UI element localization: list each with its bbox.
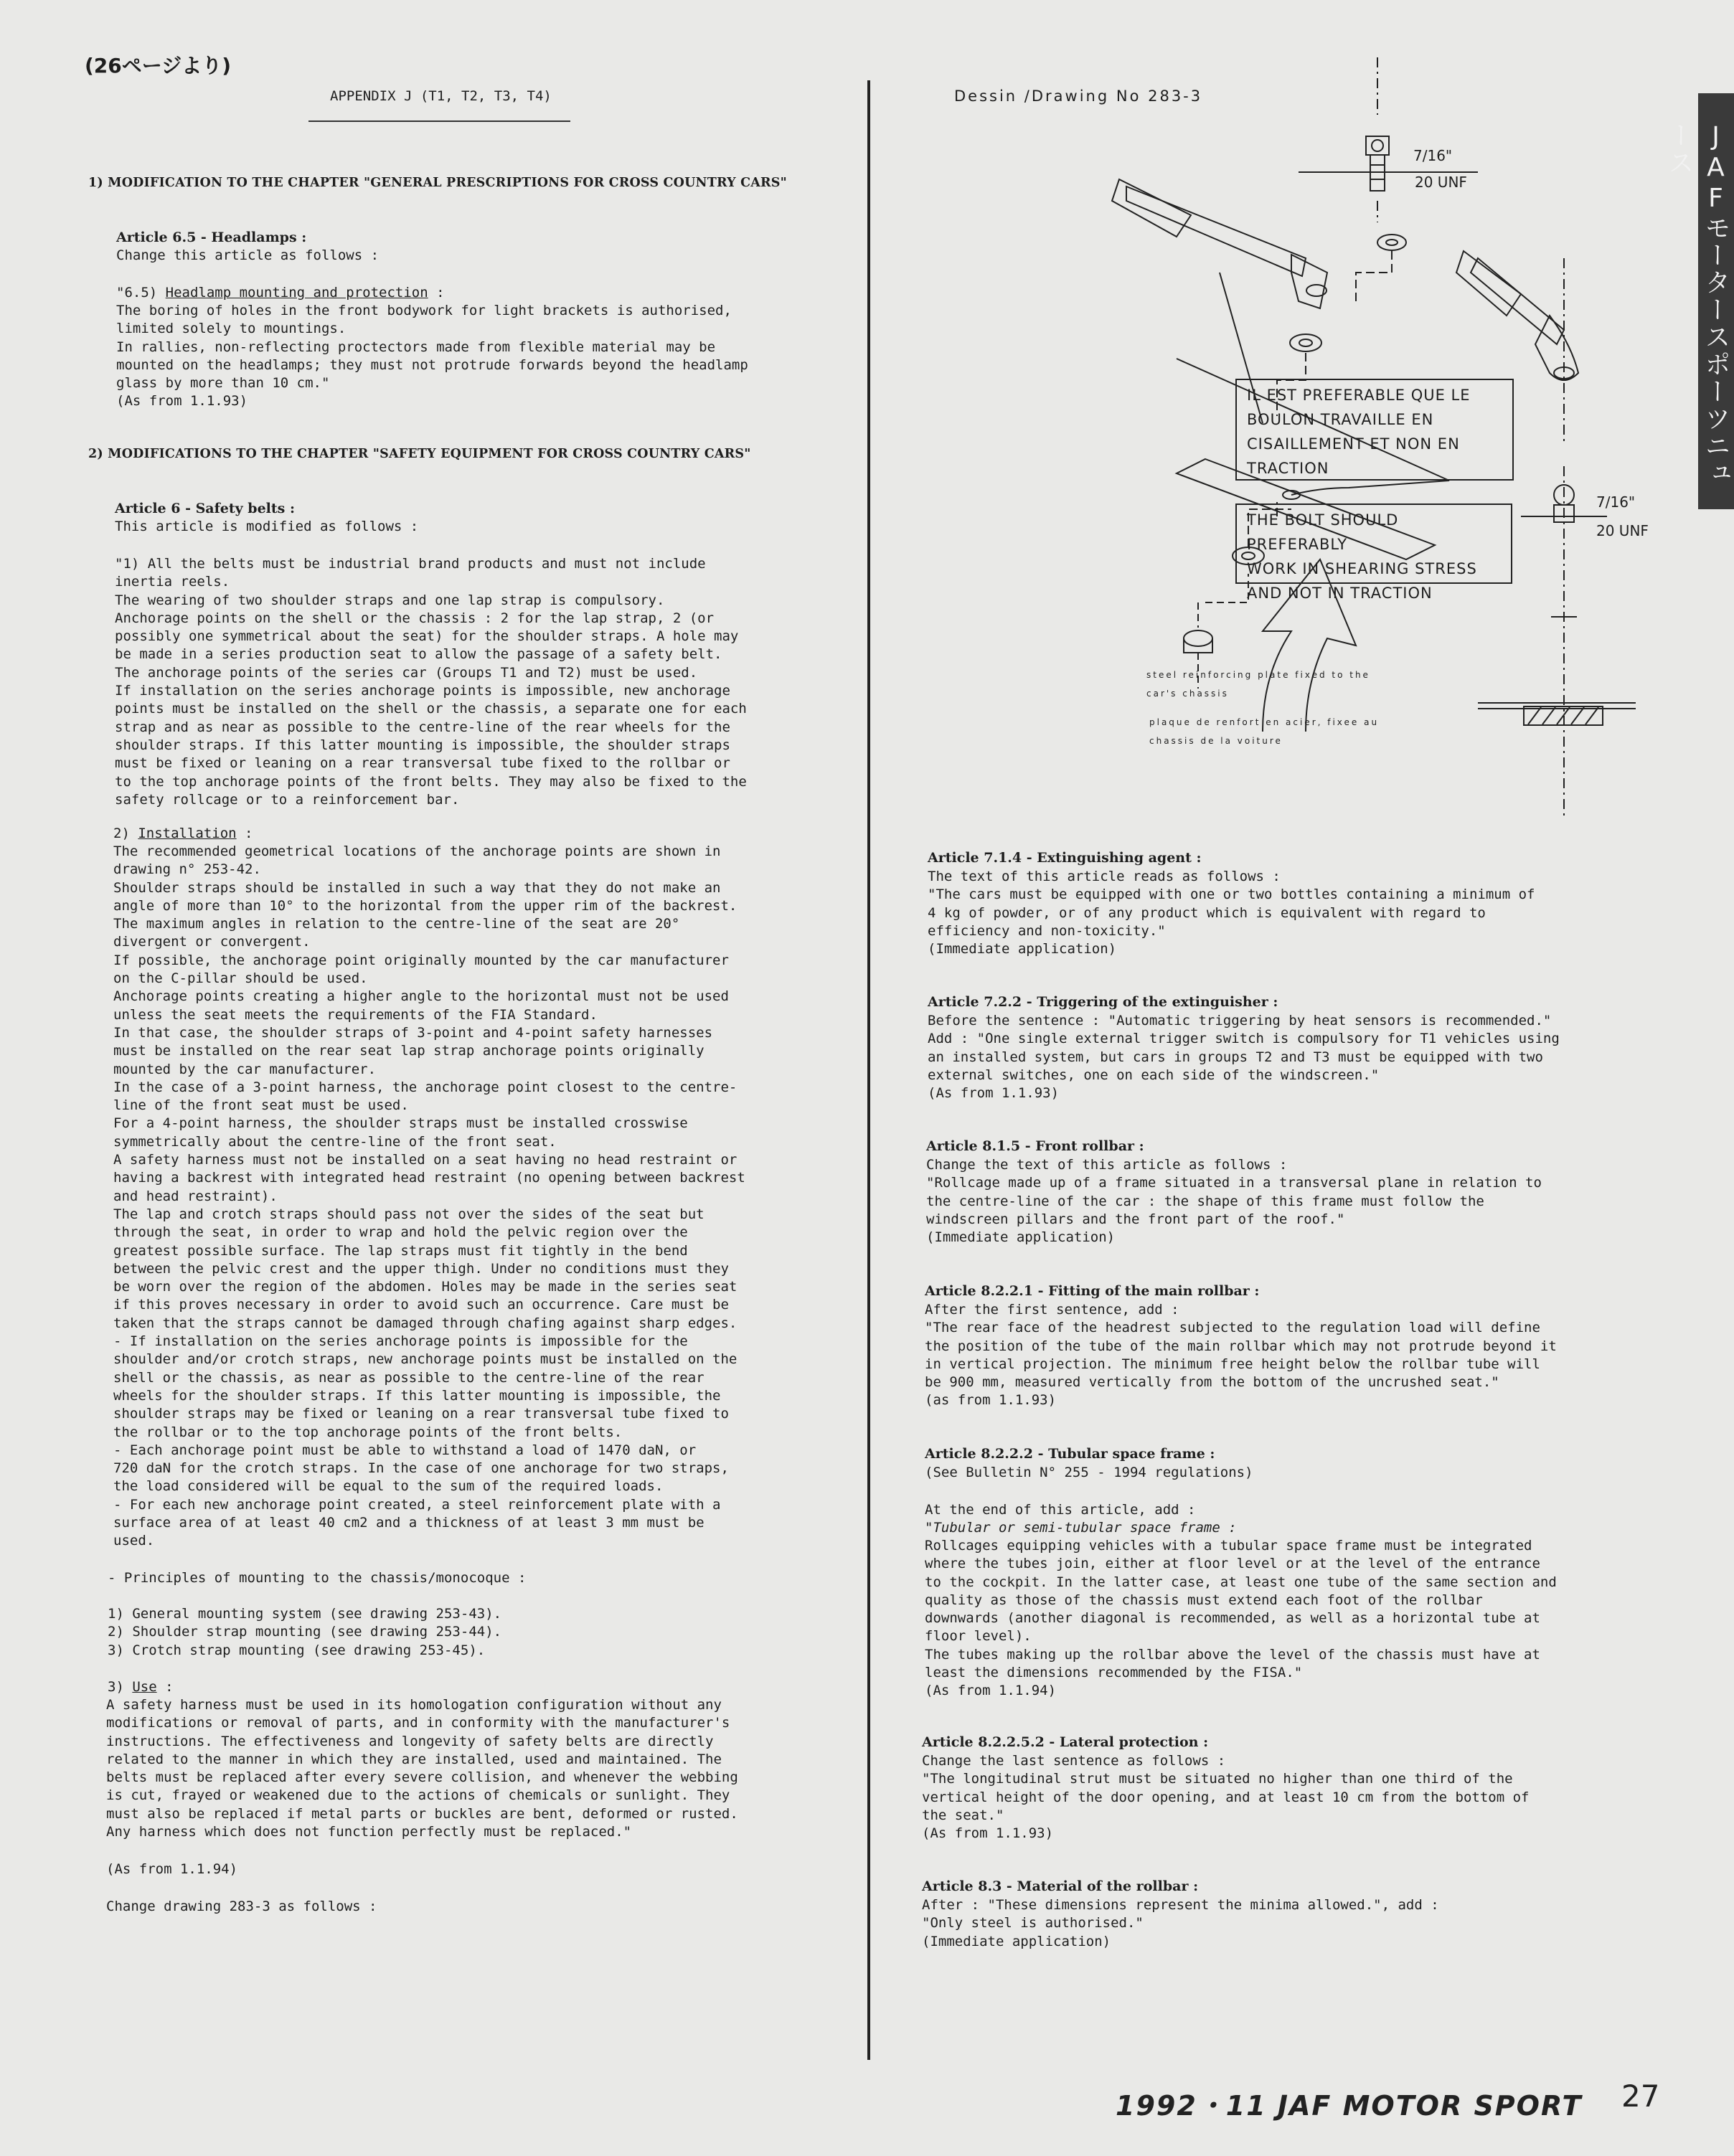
article-8-2-2-1-body: After the first sentence, add : "The rear face of the headrest subjected to the regulation load will define the position of the tube of the main rollbar which may not protrude beyond it in vertical projection. The minimum free height below the rollbar tube will be 900 mm, measured vertically from the bottom of the uncrushed seat." (as from 1.1.93) [925, 1302, 1557, 1409]
bolt-spec-1-size: 7/16" [1413, 147, 1453, 164]
article-6-body-2: The recommended geometrical locations of the anchorage points are shown in drawing n° 253-42. Shoulder straps should be installed in such a way that they do not make an angle of more than 10° to the horizontal from the upper rim of the backrest. The maximum angles in relation to the centre-line of the seat are 20° divergent or convergent. If possible, the anchorage point originally mounted by the car manufacturer on the C-pillar should be used. Anchorage points creating a higher angle to the horizontal must not be used unless the seat meets the requirements of the FIA Standard. In that case, the shoulder straps of 3-point and 4-point safety harnesses must be installed on the rear seat lap strap anchorage points originally mounted by the car manufacturer. In the case of a 3-point harness, the anchorage point closest to the centre- line of the front seat must be used. For a 4-point harness, the shoulder straps must be installed crosswise symmetrically about the centre-line of the front seat. A safety harness must not be installed on a seat having no head restraint or having a backrest with integrated head restraint (no opening between backrest and head restraint). The lap and crotch straps should pass not over the sides of the seat but through the seat, in order to wrap and hold the pelvic region over the greatest possible surface. The lap straps must fit tightly in the bend between the pelvic crest and the upper thigh. Under no conditions must they be worn over the region of the abdomen. Holes may be made in the series seat if this proves necessary in order to avoid such an occurrence. Care must be taken that the straps cannot be damaged through chafing against sharp edges. - If installation on the series anchorage points is impossible for the shoulder and/or crotch straps, new anchorage points must be installed on the shell or the chassis, as near as possible to the centre-line of the rear wheels for the shoulder straps. If this latter mounting is impossible, the shoulder straps may be fixed or leaning on a rear transversal tube fixed to the rollbar or to the top anchorage points of the front belts. - Each anchorage point must be able to withstand a load of 1470 daN, or 720 daN for the crotch straps. In the case of one anchorage for two straps, the load considered will be equal to the sum of the required loads. - For each new anchorage point created, a steel reinforcement plate with a surface area of at least 40 cm2 and a thickness of at least 3 mm must be used. [113, 843, 745, 1549]
subheading-prefix: "6.5) [116, 285, 166, 301]
article-6-body-3: A safety harness must be used in its homologation configuration without any modifications or removal of parts, and in conformity with the manufacturer's instructions. The effectiveness and longevity of safety belts are directly related to the manner in which they are installed, used and maintained. The belts must be replaced after every severe collision, and whenever the webbing is cut, frayed or weakened due to the actions of chemicals or sunlight. They must also be replaced if metal parts or buckles are bent, deformed or rusted. Any harness which does not function perfectly must be replaced." [106, 1697, 738, 1840]
article-8-1-5-heading: Article 8.1.5 - Front rollbar : [926, 1138, 1144, 1154]
column-divider [867, 80, 870, 2060]
article-6-as-from: (As from 1.1.94) [106, 1861, 238, 1877]
article-8-2-2-2-body: Rollcages equipping vehicles with a tubular space frame must be integrated where the tubes join, either at floor level or at the level of the entrance to the cockpit. In the latter case, at least one tube of the same section and quality as those of the chassis must extend each foot of the rollbar downwards (another diagonal is recommended, as well as a horizontal tube at floor level). The tubes making up the rollbar above the level of the chassis must have at least the dimensions recommended by the FISA." (As from 1.1.94) [925, 1538, 1557, 1699]
page-number: 27 [1621, 2079, 1660, 2114]
article-6-5-heading: Article 6.5 - Headlamps : [116, 230, 307, 245]
use-title: Use [132, 1679, 157, 1695]
article-8-3-heading: Article 8.3 - Material of the rollbar : [922, 1878, 1199, 1894]
use-suffix: : [156, 1679, 174, 1695]
side-tab: JAFモータースポーツニュース [1698, 93, 1734, 509]
magazine-footer: 1992・11 JAF MOTOR SPORT [1116, 2090, 1583, 2122]
plate-label-english: steel reinforcing plate fixed to the car's chassis [1146, 670, 1370, 699]
article-8-2-2-5-2-body: Change the last sentence as follows : "The longitudinal strut must be situated no higher than one third of the vertical height of the door opening, and at least 10 cm from the bottom of the seat." (As from 1.1.93) [922, 1753, 1530, 1842]
use-subheading [108, 1678, 174, 1696]
note-french: IL EST PREFERABLE QUE LE BOULON TRAVAILLE EN CISAILLEMENT ET NON EN TRACTION [1235, 379, 1514, 481]
article-6-5-intro: Change this article as follows : [116, 247, 380, 263]
installation-prefix: 2) [113, 826, 138, 841]
installation-subheading [113, 825, 253, 843]
article-8-1-5-body: Change the text of this article as follows : "Rollcage made up of a frame situated in a transversal plane in relation to the centre-line of the car : the shape of this frame must follow the windscreen pillars and the front part of the roof." (Immediate application) [926, 1157, 1542, 1246]
article-8-2-2-2-heading: Article 8.2.2.2 - Tubular space frame : [925, 1446, 1215, 1462]
bolt-spec-2-size: 7/16" [1596, 493, 1636, 511]
article-6-intro: This article is modified as follows : [115, 519, 419, 534]
article-8-2-2-2-italic: "Tubular or semi-tubular space frame : [925, 1520, 1237, 1536]
article-6-5-body: The boring of holes in the front bodywork for light brackets is authorised, limited solely to mountings. In rallies, non-reflecting proctectors made from flexible material may be mounted on the headlamps; they must not protrude forwards beyond the headlamp glass by more than 10 cm." (As from 1.1.93) [116, 303, 748, 410]
use-prefix: 3) [108, 1679, 133, 1695]
title-underline [308, 120, 570, 122]
note-english: THE BOLT SHOULD PREFERABLY WORK IN SHEARING STRESS AND NOT IN TRACTION [1235, 503, 1512, 584]
bolt-spec-2-thread: 20 UNF [1596, 522, 1649, 539]
article-7-2-2-heading: Article 7.2.2 - Triggering of the extinguisher : [928, 994, 1278, 1010]
installation-suffix: : [236, 826, 253, 841]
subheading-title: Headlamp mounting and protection [165, 285, 428, 301]
plate-label-french: plaque de renfort en acier, fixee au chassis de la voiture [1149, 717, 1380, 746]
bolt-spec-1-thread: 20 UNF [1415, 174, 1467, 191]
page-reference: (26ページより) [85, 54, 231, 77]
appendix-title: APPENDIX J (T1, T2, T3, T4) [330, 88, 552, 104]
section-2-title: 2) MODIFICATIONS TO THE CHAPTER "SAFETY EQUIPMENT FOR CROSS COUNTRY CARS" [88, 447, 751, 461]
article-8-2-2-5-2-heading: Article 8.2.2.5.2 - Lateral protection : [922, 1734, 1209, 1750]
installation-title: Installation [138, 826, 237, 841]
article-8-2-2-2-sub: (See Bulletin N° 255 - 1994 regulations) [925, 1465, 1253, 1480]
article-6-body-1: "1) All the belts must be industrial brand products and must not include inertia reels. The wearing of two shoulder straps and one lap strap is compulsory. Anchorage points on the shell or the chassis : 2 for the lap strap, 2 (or possibly one symmetrical about the seat) for the shoulder straps. A hole may be made in a series production seat to allow the passage of a safety belt. The anchorage points of the series car (Groups T1 and T2) must be used. If installation on the series anchorage points is impossible, new anchorage points must be installed on the shell or the chassis, a separate one for each strap and as near as possible to the centre-line of the rear wheels for the shoulder straps. If this latter mounting is impossible, the shoulder straps must be fixed or leaning on a rear transversal tube fixed to the rollbar or to the top anchorage points of the front belts. They may also be fixed to the safety rollcage or to a reinforcement bar. [115, 556, 747, 808]
article-6-heading: Article 6 - Safety belts : [115, 501, 295, 516]
subheading-suffix: : [428, 285, 445, 301]
change-drawing-text: Change drawing 283-3 as follows : [106, 1899, 377, 1914]
principles-list: 1) General mounting system (see drawing 253-43). 2) Shoulder strap mounting (see drawing 253-44). 3) Crotch strap mounting (see drawing 253-45). [108, 1606, 502, 1658]
article-7-1-4-heading: Article 7.1.4 - Extinguishing agent : [928, 850, 1202, 866]
article-6-5-subheading [116, 284, 445, 302]
article-8-2-2-1-heading: Article 8.2.2.1 - Fitting of the main rollbar : [925, 1283, 1260, 1299]
drawing-title: Dessin /Drawing No 283-3 [954, 88, 1203, 105]
section-1-title: 1) MODIFICATION TO THE CHAPTER "GENERAL PRESCRIPTIONS FOR CROSS COUNTRY CARS" [88, 176, 787, 190]
principles-heading: - Principles of mounting to the chassis/monocoque : [108, 1570, 527, 1586]
article-8-3-body: After : "These dimensions represent the minima allowed.", add : "Only steel is authorised." (Immediate application) [922, 1897, 1439, 1949]
article-8-2-2-2-intro: At the end of this article, add : [925, 1502, 1196, 1518]
article-7-2-2-body: Before the sentence : "Automatic triggering by heat sensors is recommended." Add : "One single external trigger switch is compulsory for T1 vehicles using an installed system, but cars in groups T2 and T3 must be equipped with two external switches, one on each side of the windscreen." (As from 1.1.93) [928, 1013, 1560, 1102]
article-7-1-4-body: The text of this article reads as follows : "The cars must be equipped with one or two bottles containing a minimum of 4 kg of powder, or of any product which is equivalent with regard to efficiency and non-toxicity." (Immediate application) [928, 869, 1535, 958]
